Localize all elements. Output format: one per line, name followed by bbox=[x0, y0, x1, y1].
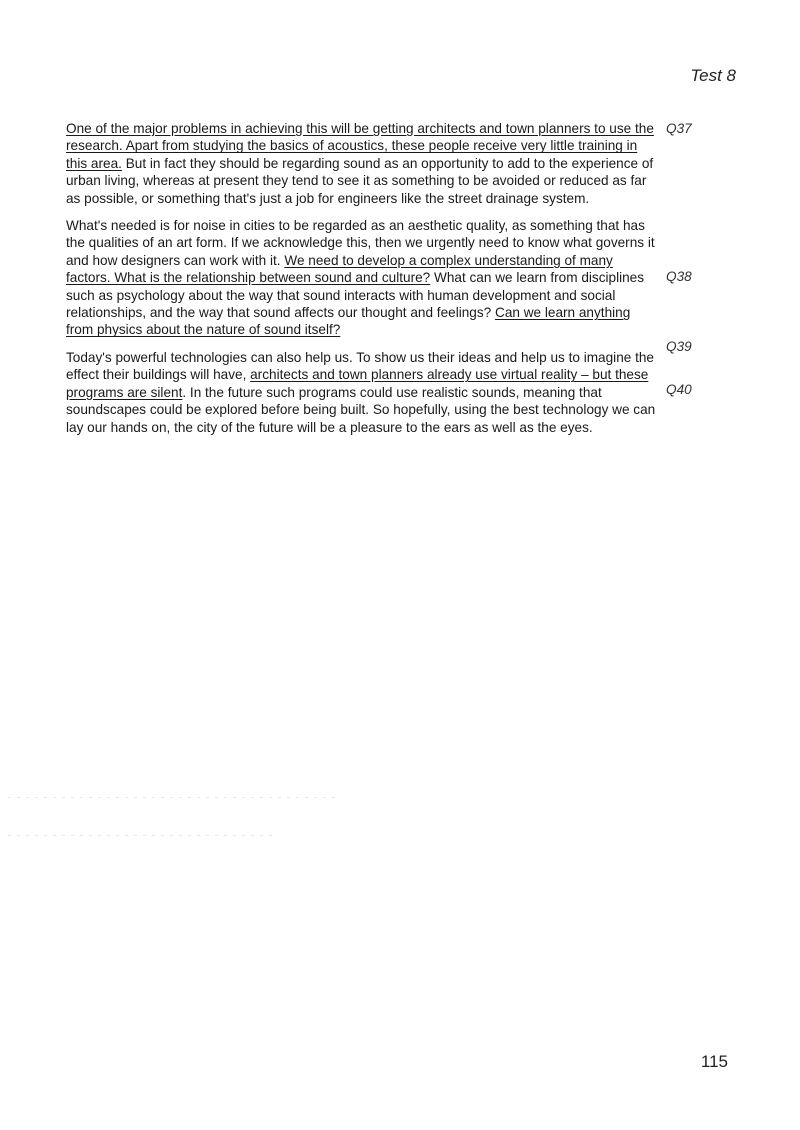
answer-underline: Can we learn anything from physics about the nature of sound itself? bbox=[66, 305, 631, 338]
answer-underline: architects and town planners already use virtual reality – but these programs are silent bbox=[66, 367, 649, 400]
paragraph-text: . In the future such programs could use realistic sounds, meaning that soundscapes could be explored before being built. So hopefully, using the best technology we can lay our hands on, the city of the future will be a pleasure to the ears as well as the eyes. bbox=[66, 384, 656, 435]
page-number: 115 bbox=[700, 1052, 728, 1071]
answer-underline: We need to develop a complex understanding of many factors. What is the relationship between sound and culture? bbox=[66, 252, 613, 286]
transcript-body bbox=[66, 120, 656, 446]
scan-artifact bbox=[8, 835, 278, 836]
paragraph-text: What can we learn from disciplines such as psychology about the way that sound interacts with human development and social relationships, and the way that sound affects our thought and feelings? bbox=[66, 270, 645, 321]
question-label-q40: Q40 bbox=[666, 382, 692, 397]
question-label-q37: Q37 bbox=[666, 121, 692, 136]
paragraph bbox=[66, 120, 656, 207]
paragraph-text: What's needed is for noise in cities to be regarded as an aesthetic quality, as something that has the qualities of an art form. If we acknowledge this, then we urgently need to know what governs it and how designers can work with it. bbox=[66, 218, 655, 268]
paragraph-text: Today's powerful technologies can also help us. To show us their ideas and help us to imagine the effect their buildings will have, bbox=[66, 349, 654, 383]
paragraph bbox=[66, 217, 656, 339]
question-label-q39: Q39 bbox=[666, 339, 692, 354]
question-label-q38: Q38 bbox=[666, 269, 692, 284]
scan-artifact bbox=[8, 797, 338, 798]
answer-underline: One of the major problems in achieving this will be getting architects and town planners to use the research. Apart from studying the basics of acoustics, these people receive very little training in this area. bbox=[66, 121, 654, 171]
paragraph bbox=[66, 349, 656, 436]
test-label: Test 8 bbox=[690, 66, 736, 85]
paragraph-text: But in fact they should be regarding sound as an opportunity to add to the experience of urban living, whereas at present they tend to see it as something to be avoided or reduced as far as possible, or something that's just a job for engineers like the street drainage system. bbox=[66, 155, 654, 206]
